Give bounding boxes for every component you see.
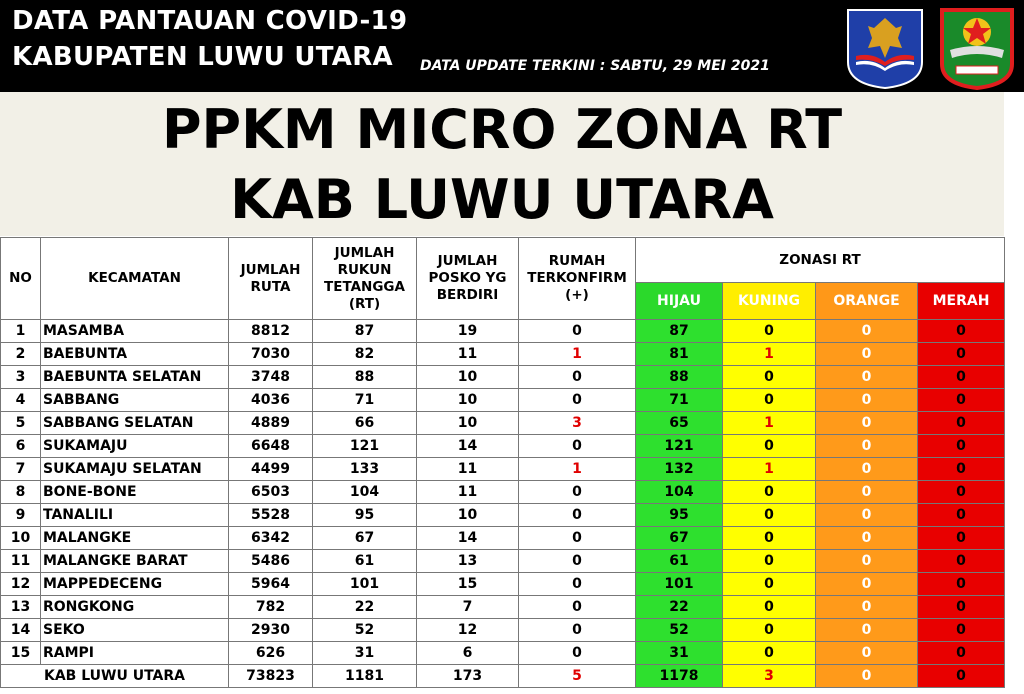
cell-rt: 104 <box>313 481 417 504</box>
header-rumah <box>519 238 636 320</box>
cell-rt: 52 <box>313 619 417 642</box>
cell-rumah: 0 <box>519 573 636 596</box>
cell-ruta: 4499 <box>229 458 313 481</box>
cell-posko: 11 <box>417 481 519 504</box>
cell-kuning: 0 <box>723 389 816 412</box>
cell-no: 1 <box>1 320 41 343</box>
cell-kecamatan: TANALILI <box>41 504 229 527</box>
header-ruta-line: RUTA <box>250 278 291 295</box>
table-row <box>1 481 1005 504</box>
cell-kecamatan: SUKAMAJU SELATAN <box>41 458 229 481</box>
cell-kuning: 1 <box>723 343 816 366</box>
cell-rt: 82 <box>313 343 417 366</box>
cell-orange: 0 <box>816 504 918 527</box>
cell-rt: 133 <box>313 458 417 481</box>
cell-kuning: 0 <box>723 550 816 573</box>
cell-rt: 71 <box>313 389 417 412</box>
cell-no: 5 <box>1 412 41 435</box>
cell-ruta: 5964 <box>229 573 313 596</box>
cell-hijau: 67 <box>636 527 723 550</box>
cell-rt: 121 <box>313 435 417 458</box>
table-row <box>1 412 1005 435</box>
cell-merah: 0 <box>918 642 1005 665</box>
cell-rumah: 0 <box>519 481 636 504</box>
cell-merah: 0 <box>918 389 1005 412</box>
total-rumah: 5 <box>519 665 636 688</box>
cell-rumah: 0 <box>519 596 636 619</box>
total-hijau: 1178 <box>636 665 723 688</box>
header-ruta-line: JUMLAH <box>240 261 301 278</box>
cell-rt: 61 <box>313 550 417 573</box>
cell-orange: 0 <box>816 435 918 458</box>
cell-hijau: 132 <box>636 458 723 481</box>
cell-kuning: 0 <box>723 504 816 527</box>
cell-kecamatan: RAMPI <box>41 642 229 665</box>
table-body <box>1 320 1005 688</box>
cell-posko: 12 <box>417 619 519 642</box>
header-merah: MERAH <box>918 283 1005 320</box>
header-posko-line: BERDIRI <box>436 287 499 303</box>
cell-posko: 10 <box>417 412 519 435</box>
cell-no: 3 <box>1 366 41 389</box>
cell-posko: 13 <box>417 550 519 573</box>
cell-hijau: 95 <box>636 504 723 527</box>
header-rt-line: (RT) <box>348 295 381 312</box>
cell-kecamatan: BAEBUNTA <box>41 343 229 366</box>
cell-kecamatan: MASAMBA <box>41 320 229 343</box>
table-row <box>1 389 1005 412</box>
header-rt-line: TETANGGA <box>324 278 405 295</box>
cell-orange: 0 <box>816 527 918 550</box>
banner-subtitle: KAB LUWU UTARA <box>230 168 774 231</box>
cell-posko: 15 <box>417 573 519 596</box>
cell-merah: 0 <box>918 412 1005 435</box>
header-title-line2: KABUPATEN LUWU UTARA <box>12 42 393 72</box>
table-row <box>1 435 1005 458</box>
cell-rumah: 0 <box>519 504 636 527</box>
cell-rt: 88 <box>313 366 417 389</box>
cell-kecamatan: SABBANG SELATAN <box>41 412 229 435</box>
cell-no: 10 <box>1 527 41 550</box>
zona-rt-table <box>0 237 1005 688</box>
cell-merah: 0 <box>918 550 1005 573</box>
cell-hijau: 65 <box>636 412 723 435</box>
cell-merah: 0 <box>918 366 1005 389</box>
table-row <box>1 366 1005 389</box>
header-zonasi: ZONASI RT <box>636 238 1005 283</box>
cell-posko: 19 <box>417 320 519 343</box>
total-posko: 173 <box>417 665 519 688</box>
cell-kuning: 1 <box>723 412 816 435</box>
cell-no: 2 <box>1 343 41 366</box>
table-row <box>1 320 1005 343</box>
cell-rumah: 0 <box>519 320 636 343</box>
cell-orange: 0 <box>816 642 918 665</box>
cell-rt: 67 <box>313 527 417 550</box>
cell-kecamatan: BAEBUNTA SELATAN <box>41 366 229 389</box>
total-kuning: 3 <box>723 665 816 688</box>
header-rumah-line: RUMAH <box>548 253 606 269</box>
cell-orange: 0 <box>816 573 918 596</box>
cell-kecamatan: MALANGKE BARAT <box>41 550 229 573</box>
cell-orange: 0 <box>816 458 918 481</box>
cell-orange: 0 <box>816 412 918 435</box>
cell-orange: 0 <box>816 320 918 343</box>
cell-kuning: 0 <box>723 619 816 642</box>
total-label: KAB LUWU UTARA <box>1 665 229 688</box>
cell-orange: 0 <box>816 343 918 366</box>
cell-merah: 0 <box>918 343 1005 366</box>
header-hijau: HIJAU <box>636 283 723 320</box>
header-bar <box>0 0 1024 92</box>
cell-kuning: 1 <box>723 458 816 481</box>
total-ruta: 73823 <box>229 665 313 688</box>
cell-no: 9 <box>1 504 41 527</box>
cell-ruta: 626 <box>229 642 313 665</box>
header-title-line1: DATA PANTAUAN COVID-19 <box>12 6 408 36</box>
cell-hijau: 31 <box>636 642 723 665</box>
cell-rt: 22 <box>313 596 417 619</box>
cell-rt: 66 <box>313 412 417 435</box>
header-posko-line: JUMLAH <box>437 253 498 269</box>
cell-rumah: 1 <box>519 343 636 366</box>
cell-posko: 11 <box>417 458 519 481</box>
header-no: NO <box>1 238 41 320</box>
header-orange: ORANGE <box>816 283 918 320</box>
cell-rumah: 1 <box>519 458 636 481</box>
title-banner <box>0 92 1004 236</box>
cell-ruta: 8812 <box>229 320 313 343</box>
cell-kuning: 0 <box>723 366 816 389</box>
cell-kuning: 0 <box>723 481 816 504</box>
cell-kuning: 0 <box>723 320 816 343</box>
cell-rumah: 0 <box>519 550 636 573</box>
cell-hijau: 22 <box>636 596 723 619</box>
luwu-utara-logo <box>938 4 1016 90</box>
cell-kecamatan: BONE-BONE <box>41 481 229 504</box>
header-rt-line: RUKUN <box>337 261 392 278</box>
header-rumah-line: TERKONFIRM <box>527 270 627 286</box>
cell-hijau: 61 <box>636 550 723 573</box>
cell-merah: 0 <box>918 320 1005 343</box>
cell-no: 14 <box>1 619 41 642</box>
table-row <box>1 527 1005 550</box>
table-row <box>1 550 1005 573</box>
table-row <box>1 458 1005 481</box>
cell-rt: 95 <box>313 504 417 527</box>
cell-no: 11 <box>1 550 41 573</box>
cell-ruta: 6648 <box>229 435 313 458</box>
header-posko <box>417 238 519 320</box>
cell-merah: 0 <box>918 481 1005 504</box>
cell-merah: 0 <box>918 596 1005 619</box>
cell-orange: 0 <box>816 481 918 504</box>
cell-ruta: 3748 <box>229 366 313 389</box>
cell-rumah: 3 <box>519 412 636 435</box>
table-row <box>1 596 1005 619</box>
cell-kuning: 0 <box>723 435 816 458</box>
cell-merah: 0 <box>918 573 1005 596</box>
table-row <box>1 504 1005 527</box>
cell-posko: 14 <box>417 527 519 550</box>
header-rt-line: JUMLAH <box>334 244 395 261</box>
cell-rt: 101 <box>313 573 417 596</box>
cell-ruta: 782 <box>229 596 313 619</box>
table-row <box>1 573 1005 596</box>
cell-kecamatan: SABBANG <box>41 389 229 412</box>
cell-ruta: 6503 <box>229 481 313 504</box>
cell-hijau: 88 <box>636 366 723 389</box>
cell-ruta: 5486 <box>229 550 313 573</box>
cell-ruta: 6342 <box>229 527 313 550</box>
cell-rumah: 0 <box>519 527 636 550</box>
cell-no: 7 <box>1 458 41 481</box>
cell-posko: 7 <box>417 596 519 619</box>
cell-rumah: 0 <box>519 389 636 412</box>
cell-ruta: 5528 <box>229 504 313 527</box>
header-rt <box>313 238 417 320</box>
cell-kecamatan: RONGKONG <box>41 596 229 619</box>
right-margin <box>1004 92 1024 694</box>
cell-merah: 0 <box>918 435 1005 458</box>
cell-orange: 0 <box>816 389 918 412</box>
cell-hijau: 101 <box>636 573 723 596</box>
cell-ruta: 4889 <box>229 412 313 435</box>
header-kuning: KUNING <box>723 283 816 320</box>
cell-ruta: 4036 <box>229 389 313 412</box>
cell-rumah: 0 <box>519 366 636 389</box>
cell-hijau: 71 <box>636 389 723 412</box>
update-date: DATA UPDATE TERKINI : SABTU, 29 MEI 2021 <box>420 58 770 74</box>
cell-no: 13 <box>1 596 41 619</box>
cell-kecamatan: MAPPEDECENG <box>41 573 229 596</box>
cell-orange: 0 <box>816 619 918 642</box>
cell-orange: 0 <box>816 596 918 619</box>
cell-merah: 0 <box>918 504 1005 527</box>
cell-posko: 6 <box>417 642 519 665</box>
satgas-covid-logo <box>842 4 928 90</box>
cell-no: 6 <box>1 435 41 458</box>
cell-posko: 10 <box>417 504 519 527</box>
cell-hijau: 104 <box>636 481 723 504</box>
cell-orange: 0 <box>816 550 918 573</box>
cell-no: 12 <box>1 573 41 596</box>
cell-posko: 10 <box>417 389 519 412</box>
table-row <box>1 642 1005 665</box>
header-kecamatan: KECAMATAN <box>41 238 229 320</box>
header-ruta <box>229 238 313 320</box>
header-posko-line: POSKO YG <box>428 270 507 286</box>
cell-hijau: 52 <box>636 619 723 642</box>
banner-title: PPKM MICRO ZONA RT <box>161 98 843 161</box>
cell-rt: 87 <box>313 320 417 343</box>
cell-kuning: 0 <box>723 596 816 619</box>
cell-no: 15 <box>1 642 41 665</box>
cell-kuning: 0 <box>723 642 816 665</box>
cell-hijau: 121 <box>636 435 723 458</box>
cell-merah: 0 <box>918 619 1005 642</box>
total-rt: 1181 <box>313 665 417 688</box>
table-total-row <box>1 665 1005 688</box>
cell-rumah: 0 <box>519 642 636 665</box>
header-rumah-line: (+) <box>565 287 589 303</box>
table-row <box>1 343 1005 366</box>
cell-rt: 31 <box>313 642 417 665</box>
table-row <box>1 619 1005 642</box>
cell-orange: 0 <box>816 366 918 389</box>
cell-hijau: 81 <box>636 343 723 366</box>
cell-ruta: 7030 <box>229 343 313 366</box>
cell-rumah: 0 <box>519 619 636 642</box>
cell-kuning: 0 <box>723 573 816 596</box>
cell-posko: 14 <box>417 435 519 458</box>
cell-hijau: 87 <box>636 320 723 343</box>
cell-kecamatan: SUKAMAJU <box>41 435 229 458</box>
cell-kecamatan: SEKO <box>41 619 229 642</box>
cell-posko: 10 <box>417 366 519 389</box>
total-orange: 0 <box>816 665 918 688</box>
cell-no: 8 <box>1 481 41 504</box>
cell-kecamatan: MALANGKE <box>41 527 229 550</box>
cell-no: 4 <box>1 389 41 412</box>
cell-ruta: 2930 <box>229 619 313 642</box>
cell-merah: 0 <box>918 458 1005 481</box>
cell-merah: 0 <box>918 527 1005 550</box>
total-merah: 0 <box>918 665 1005 688</box>
cell-posko: 11 <box>417 343 519 366</box>
cell-rumah: 0 <box>519 435 636 458</box>
cell-kuning: 0 <box>723 527 816 550</box>
